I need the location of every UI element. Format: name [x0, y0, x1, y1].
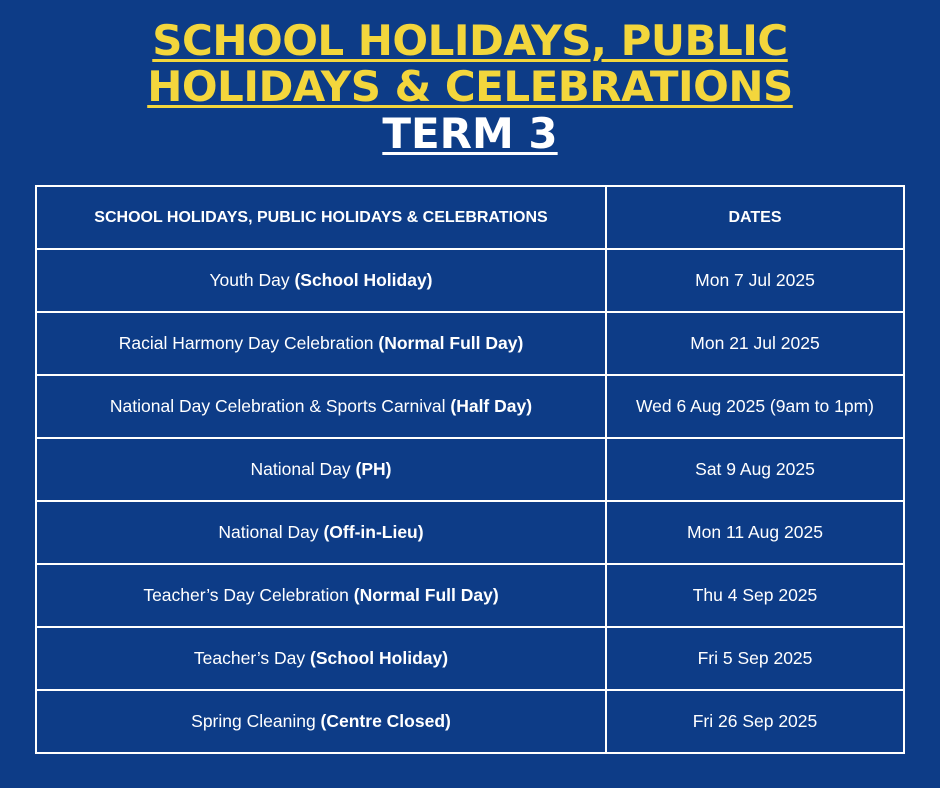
- event-name: National Day: [250, 459, 356, 479]
- title-line-1: SCHOOL HOLIDAYS, PUBLIC: [152, 16, 788, 65]
- event-cell: [36, 438, 606, 501]
- date-cell: Thu 4 Sep 2025: [606, 564, 904, 627]
- event-cell: [36, 312, 606, 375]
- event-note: (PH): [355, 459, 392, 479]
- event-name: Racial Harmony Day Celebration: [118, 333, 379, 353]
- event-cell: [36, 690, 606, 753]
- title-block: [0, 18, 940, 158]
- date-cell: Mon 11 Aug 2025: [606, 501, 904, 564]
- table-row: [36, 564, 904, 627]
- table-row: [36, 627, 904, 690]
- event-note: (School Holiday): [294, 270, 433, 290]
- table-row: [36, 312, 904, 375]
- date-cell: Wed 6 Aug 2025 (9am to 1pm): [606, 375, 904, 438]
- event-cell: [36, 627, 606, 690]
- table-row: [36, 690, 904, 753]
- header-dates: DATES: [606, 186, 904, 249]
- table-row: [36, 501, 904, 564]
- event-note: (School Holiday): [310, 648, 449, 668]
- event-name: Youth Day: [209, 270, 295, 290]
- date-cell: Mon 21 Jul 2025: [606, 312, 904, 375]
- event-note: (Off-in-Lieu): [323, 522, 424, 542]
- title-line-2: HOLIDAYS & CELEBRATIONS: [147, 62, 793, 111]
- event-cell: [36, 249, 606, 312]
- table-header-row: [36, 186, 904, 249]
- event-note: (Half Day): [450, 396, 533, 416]
- date-cell: Fri 5 Sep 2025: [606, 627, 904, 690]
- event-cell: [36, 375, 606, 438]
- event-note: (Centre Closed): [320, 711, 451, 731]
- event-name: Teacher’s Day: [193, 648, 310, 668]
- header-event: SCHOOL HOLIDAYS, PUBLIC HOLIDAYS & CELEBRATIONS: [36, 186, 606, 249]
- event-cell: [36, 564, 606, 627]
- event-name: Spring Cleaning: [191, 711, 321, 731]
- date-cell: Mon 7 Jul 2025: [606, 249, 904, 312]
- table-body: [36, 249, 904, 753]
- table-row: [36, 249, 904, 312]
- event-cell: [36, 501, 606, 564]
- event-name: National Day: [218, 522, 324, 542]
- event-note: (Normal Full Day): [353, 585, 499, 605]
- term-heading: TERM 3: [382, 109, 558, 158]
- date-cell: Fri 26 Sep 2025: [606, 690, 904, 753]
- date-cell: Sat 9 Aug 2025: [606, 438, 904, 501]
- table-row: [36, 438, 904, 501]
- event-name: Teacher’s Day Celebration: [143, 585, 354, 605]
- event-note: (Normal Full Day): [378, 333, 524, 353]
- event-name: National Day Celebration & Sports Carnival: [109, 396, 451, 416]
- table-row: [36, 375, 904, 438]
- holidays-table: [35, 185, 905, 754]
